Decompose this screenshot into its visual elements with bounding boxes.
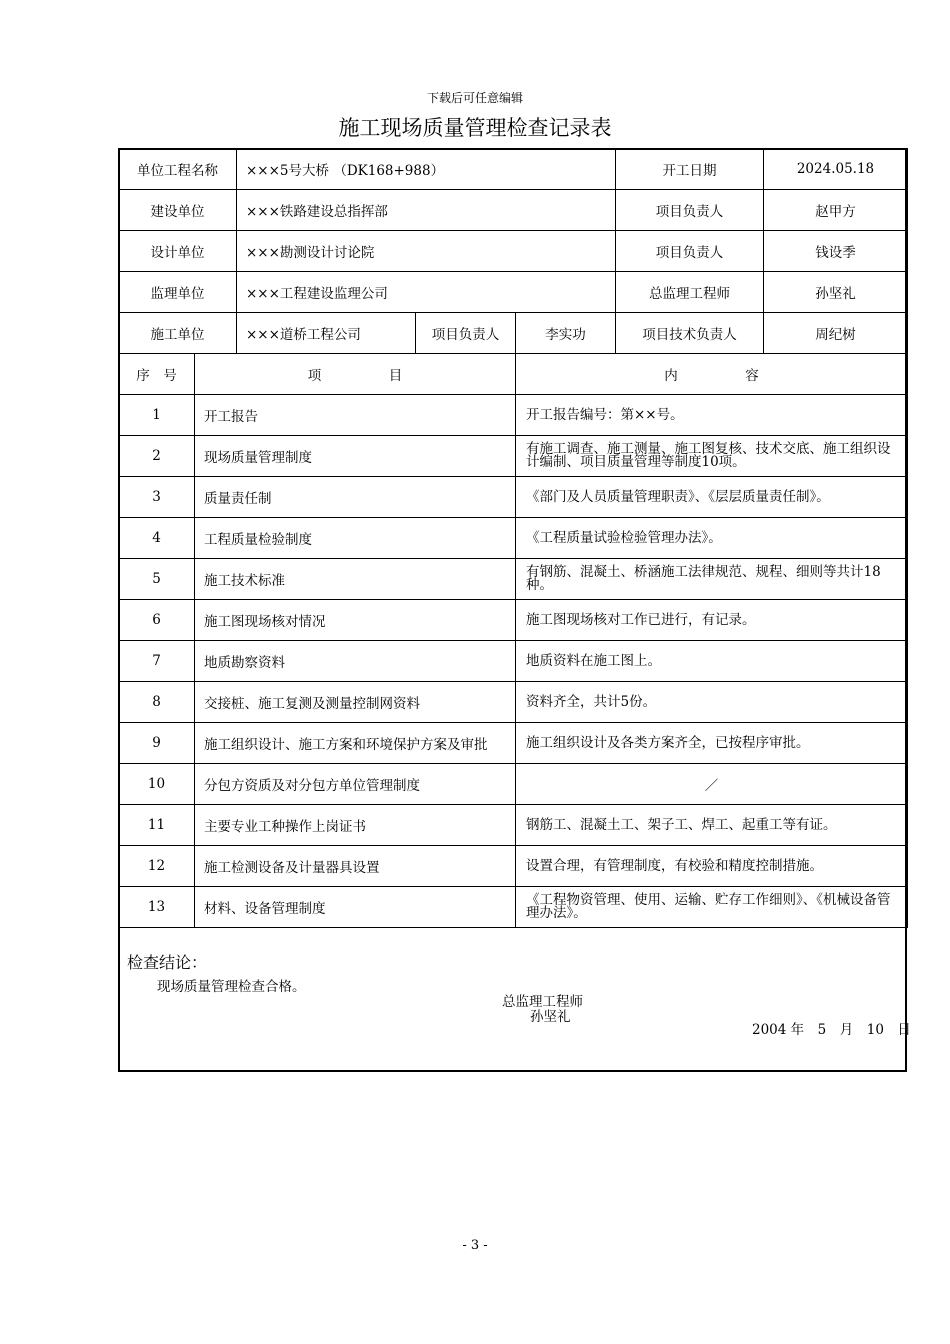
info-row-contractor <box>119 313 908 354</box>
info-row-unit-project <box>119 149 908 190</box>
row-item: 施工技术标准 <box>195 559 516 600</box>
row-content: 钢筋工、混凝土工、架子工、焊工、起重工等有证。 <box>516 805 908 846</box>
contractor-lead-label: 项目负责人 <box>416 313 516 354</box>
header-content: 内 容 <box>516 354 908 395</box>
row-no: 9 <box>119 723 195 764</box>
designer-label: 设计单位 <box>119 231 237 272</box>
table-row <box>119 559 908 600</box>
row-no: 3 <box>119 477 195 518</box>
designer-lead-value: 钱设季 <box>764 231 908 272</box>
row-content: 开工报告编号：第××号。 <box>516 395 908 436</box>
table-row <box>119 477 908 518</box>
row-no: 11 <box>119 805 195 846</box>
tech-lead-label: 项目技术负责人 <box>616 313 764 354</box>
page-title: 施工现场质量管理检查记录表 <box>338 116 612 140</box>
table-row <box>119 846 908 887</box>
start-date-label: 开工日期 <box>616 149 764 190</box>
row-item: 施工组织设计、施工方案和环境保护方案及审批 <box>195 723 516 764</box>
info-row-supervisor <box>119 272 908 313</box>
header-no: 序 号 <box>119 354 195 395</box>
row-no: 1 <box>119 395 195 436</box>
builder-value: ×××铁路建设总指挥部 <box>237 190 616 231</box>
builder-lead-value: 赵甲方 <box>764 190 908 231</box>
conclusion-text: 现场质量管理检查合格。 <box>157 979 306 995</box>
page-number: - 3 - <box>462 1238 488 1253</box>
table-row <box>119 887 908 928</box>
row-item: 工程质量检验制度 <box>195 518 516 559</box>
table-row <box>119 764 908 805</box>
row-content: 《部门及人员质量管理职责》、《层层质量责任制》。 <box>516 477 908 518</box>
column-header-row <box>119 354 908 395</box>
row-item: 交接桩、施工复测及测量控制网资料 <box>195 682 516 723</box>
row-content: 施工组织设计及各类方案齐全，已按程序审批。 <box>516 723 908 764</box>
info-row-designer <box>119 231 908 272</box>
table-row <box>119 641 908 682</box>
unit-project-label: 单位工程名称 <box>119 149 237 190</box>
row-no: 8 <box>119 682 195 723</box>
row-no: 13 <box>119 887 195 928</box>
row-item: 现场质量管理制度 <box>195 436 516 477</box>
header-item: 项 目 <box>195 354 516 395</box>
tech-lead-value: 周纪树 <box>764 313 908 354</box>
table-row <box>119 805 908 846</box>
row-content: 施工图现场核对工作已进行，有记录。 <box>516 600 908 641</box>
chief-supervisor-value: 孙坚礼 <box>764 272 908 313</box>
record-table <box>118 148 908 928</box>
unit-project-value: ×××5号大桥 （DK168+988） <box>237 149 616 190</box>
table-row <box>119 723 908 764</box>
designer-value: ×××勘测设计讨论院 <box>237 231 616 272</box>
row-content: 地质资料在施工图上。 <box>516 641 908 682</box>
row-no: 4 <box>119 518 195 559</box>
contractor-value: ×××道桥工程公司 <box>237 313 416 354</box>
chief-supervisor-label: 总监理工程师 <box>616 272 764 313</box>
row-item: 质量责任制 <box>195 477 516 518</box>
table-row <box>119 395 908 436</box>
row-item: 开工报告 <box>195 395 516 436</box>
row-no: 10 <box>119 764 195 805</box>
table-row <box>119 518 908 559</box>
row-no: 7 <box>119 641 195 682</box>
row-no: 6 <box>119 600 195 641</box>
row-content: 资料齐全，共计5份。 <box>516 682 908 723</box>
row-content: 有施工调查、施工测量、施工图复核、技术交底、施工组织设计编制、项目质量管理等制度10项。 <box>516 436 908 477</box>
info-row-builder <box>119 190 908 231</box>
row-item: 分包方资质及对分包方单位管理制度 <box>195 764 516 805</box>
supervisor-label: 监理单位 <box>119 272 237 313</box>
builder-label: 建设单位 <box>119 190 237 231</box>
contractor-lead-value: 李实功 <box>516 313 616 354</box>
row-content: 《工程质量试验检验管理办法》。 <box>516 518 908 559</box>
conclusion-label: 检查结论： <box>127 953 208 972</box>
row-item: 主要专业工种操作上岗证书 <box>195 805 516 846</box>
start-date-value: 2024.05.18 <box>764 149 908 190</box>
table-row <box>119 682 908 723</box>
row-no: 2 <box>119 436 195 477</box>
download-note: 下载后可任意编辑 <box>426 91 523 105</box>
row-item: 施工图现场核对情况 <box>195 600 516 641</box>
designer-lead-label: 项目负责人 <box>616 231 764 272</box>
row-no: 12 <box>119 846 195 887</box>
row-item: 施工检测设备及计量器具设置 <box>195 846 516 887</box>
row-content-slash: ／ <box>516 764 908 805</box>
signer-name: 孙坚礼 <box>530 1009 571 1025</box>
supervisor-value: ×××工程建设监理公司 <box>237 272 616 313</box>
row-content: 设置合理，有管理制度，有校验和精度控制措施。 <box>516 846 908 887</box>
sign-date: 2004 年 5 月 10 日 <box>752 1022 911 1038</box>
contractor-label: 施工单位 <box>119 313 237 354</box>
row-content: 《工程物资管理、使用、运输、贮存工作细则》、《机械设备管理办法》。 <box>516 887 908 928</box>
row-content: 有钢筋、混凝土、桥涵施工法律规范、规程、细则等共计18种。 <box>516 559 908 600</box>
table-row <box>119 600 908 641</box>
table-row <box>119 436 908 477</box>
row-item: 材料、设备管理制度 <box>195 887 516 928</box>
row-no: 5 <box>119 559 195 600</box>
row-item: 地质勘察资料 <box>195 641 516 682</box>
signer-role: 总监理工程师 <box>502 994 583 1010</box>
builder-lead-label: 项目负责人 <box>616 190 764 231</box>
